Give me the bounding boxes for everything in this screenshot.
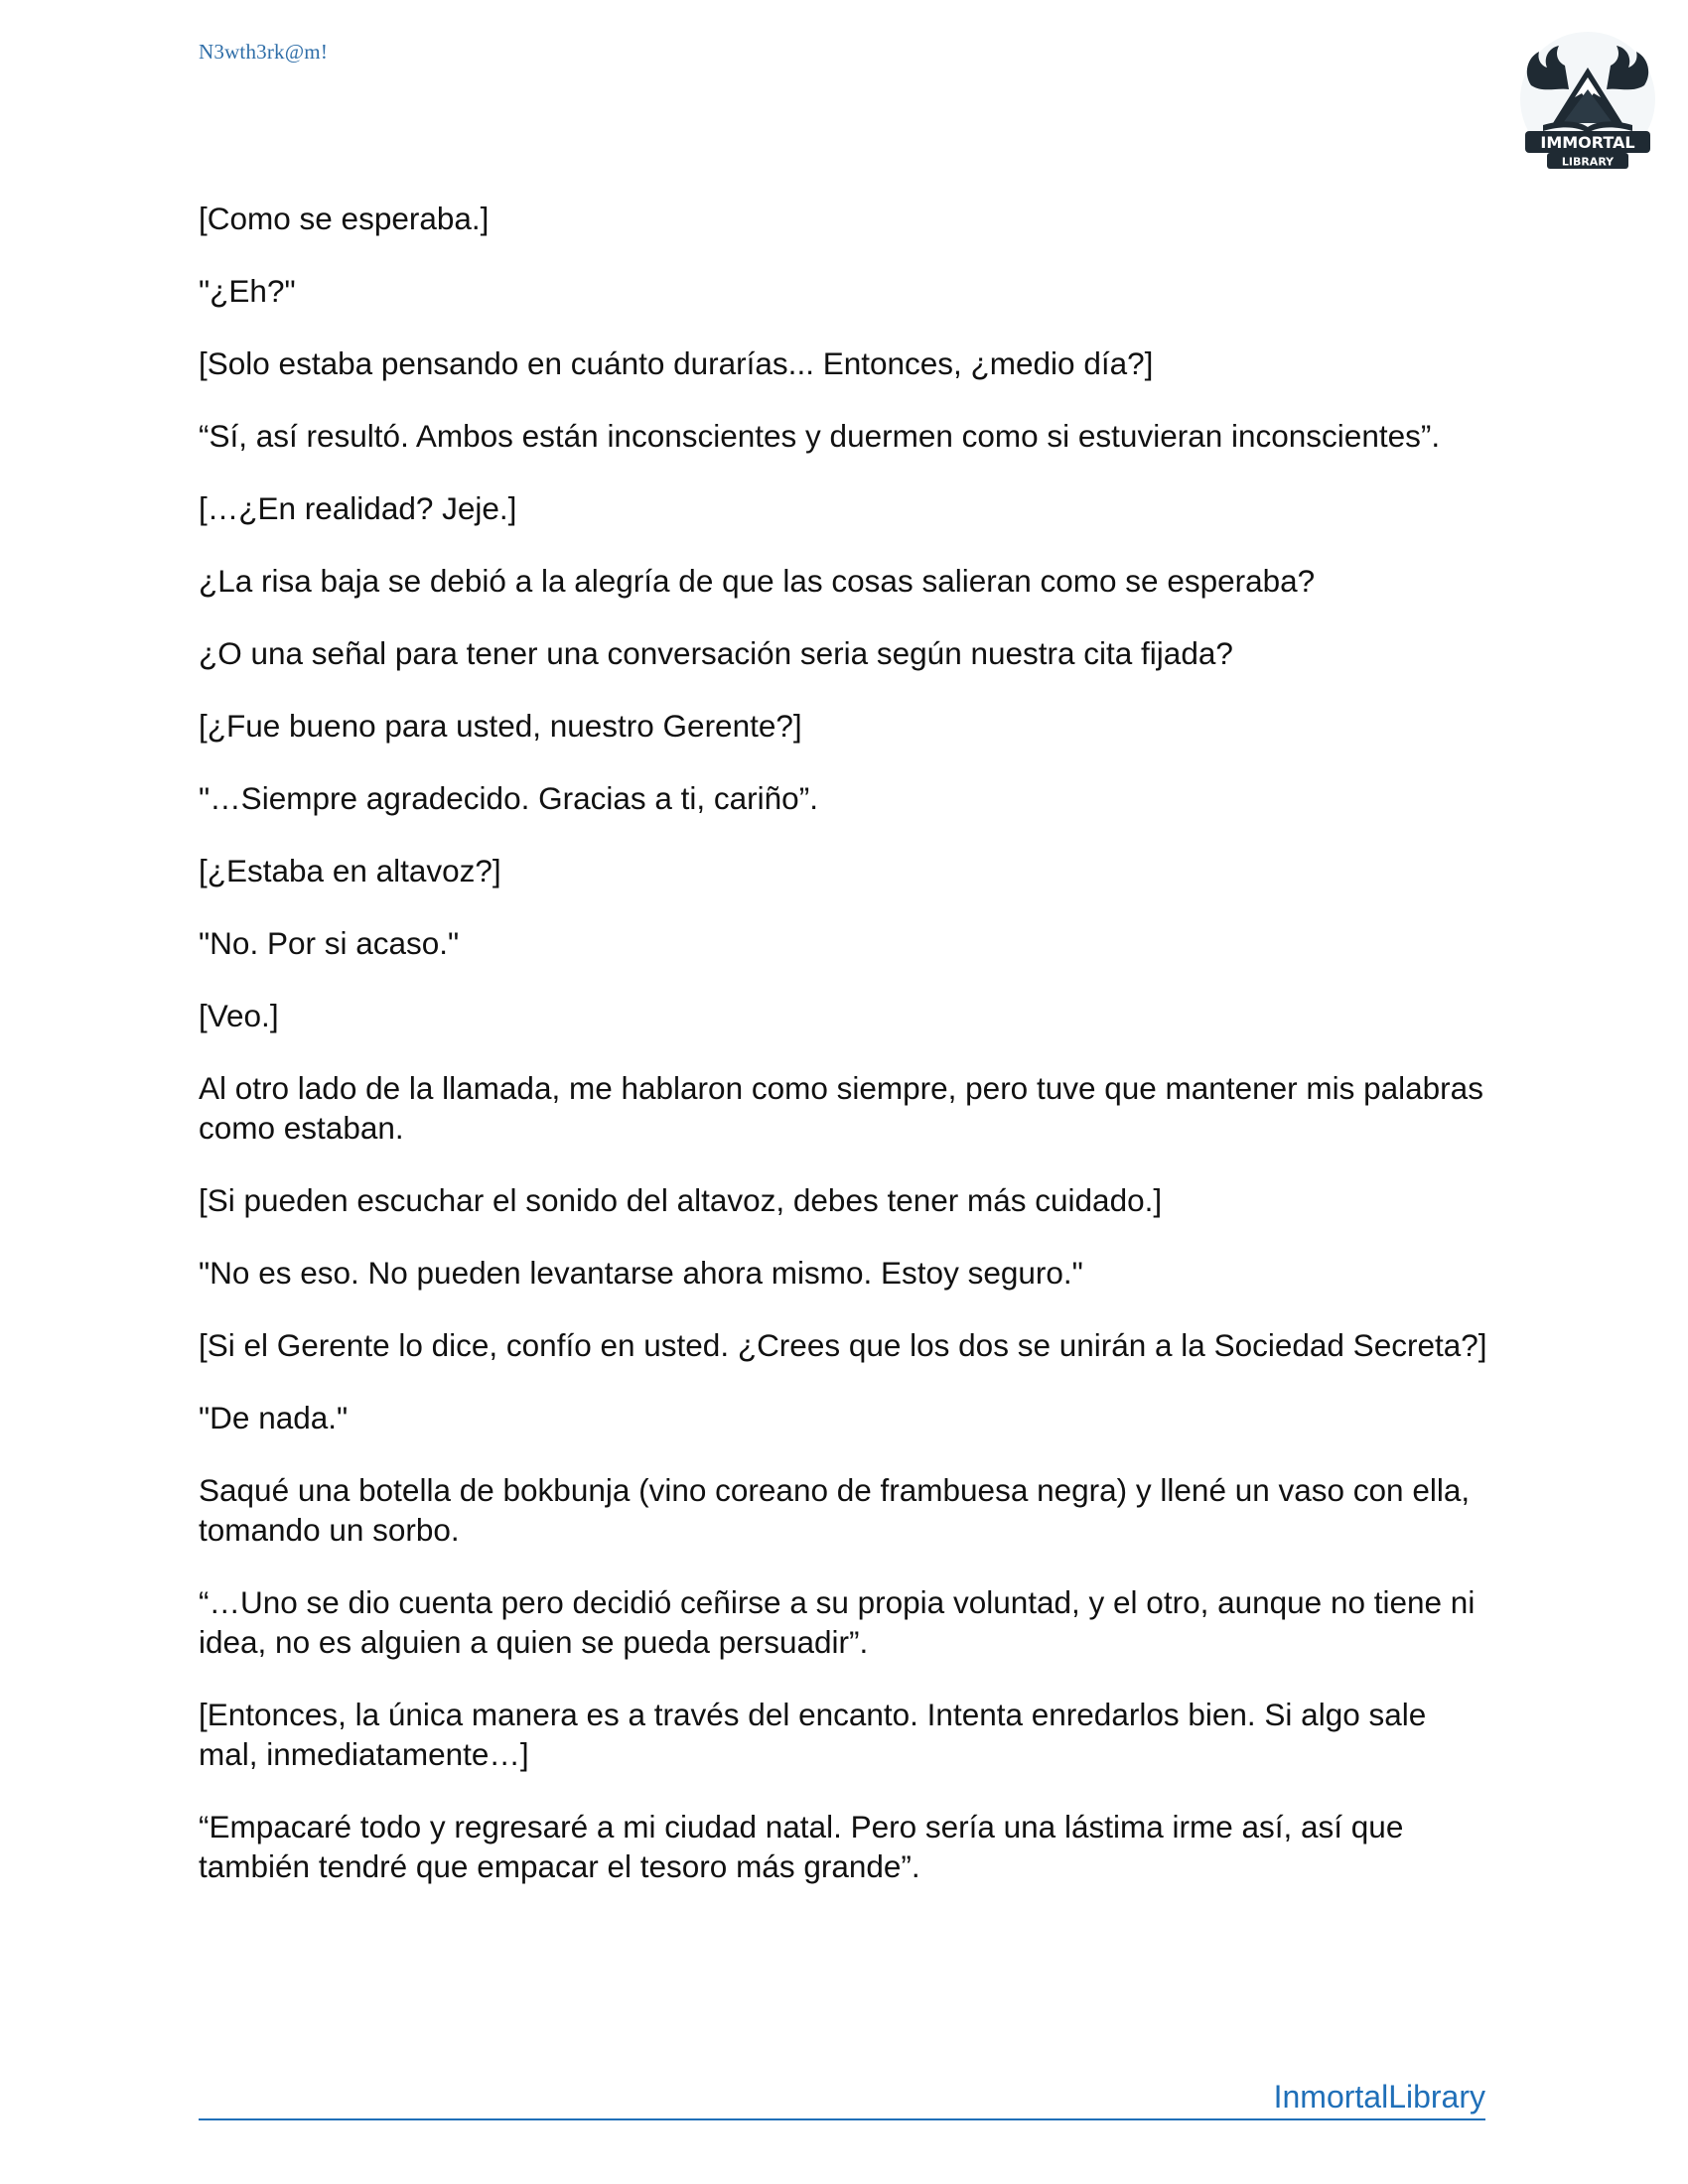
logo-text-bottom: LIBRARY	[1561, 155, 1615, 169]
paragraph: Saqué una botella de bokbunja (vino coreano de frambuesa negra) y llené un vaso con ella, tomando un sorbo.	[199, 1472, 1478, 1548]
paragraph: [¿Fue bueno para usted, nuestro Gerente?]	[199, 708, 802, 744]
paragraph: [Si pueden escuchar el sonido del altavoz, debes tener más cuidado.]	[199, 1182, 1163, 1218]
paragraph: "¿Eh?"	[199, 273, 296, 309]
logo-text-top: IMMORTAL	[1540, 133, 1635, 152]
paragraph: “Empacaré todo y regresaré a mi ciudad natal. Pero sería una lástima irme así, así que también tendré que empacar el tesoro más grande”.	[199, 1809, 1413, 1884]
paragraph: "De nada."	[199, 1400, 349, 1435]
paragraph: “…Uno se dio cuenta pero decidió ceñirse a su propia voluntad, y el otro, aunque no tiene ni idea, no es alguien a quien se pueda persuadir”.	[199, 1584, 1484, 1660]
paragraph: [Como se esperaba.]	[199, 201, 490, 236]
paragraph: ¿La risa baja se debió a la alegría de que las cosas salieran como se esperaba?	[199, 563, 1316, 599]
footer-link-inmortal-library[interactable]: InmortalLibrary	[1273, 2079, 1485, 2115]
immortal-library-logo	[1513, 28, 1662, 177]
paragraph: "No es eso. No pueden levantarse ahora mismo. Estoy seguro."	[199, 1255, 1083, 1291]
document-body	[199, 199, 1492, 1919]
footer-divider	[199, 2118, 1485, 2120]
paragraph: “Sí, así resultó. Ambos están inconscientes y duermen como si estuvieran inconscientes”.	[199, 418, 1441, 454]
paragraph: [¿Estaba en altavoz?]	[199, 853, 501, 888]
paragraph: "…Siempre agradecido. Gracias a ti, cariño”.	[199, 780, 818, 816]
paragraph: [Entonces, la única manera es a través del encanto. Intenta enredarlos bien. Si algo sale mal, inmediatamente…]	[199, 1697, 1436, 1772]
paragraph: [Solo estaba pensando en cuánto durarías... Entonces, ¿medio día?]	[199, 345, 1154, 381]
paragraph: [Veo.]	[199, 998, 279, 1033]
paragraph: ¿O una señal para tener una conversación seria según nuestra cita fijada?	[199, 635, 1233, 671]
paragraph: [Si el Gerente lo dice, confío en usted. ¿Crees que los dos se unirán a la Sociedad Secreta?]	[199, 1327, 1487, 1363]
paragraph: […¿En realidad? Jeje.]	[199, 490, 517, 526]
paragraph: "No. Por si acaso."	[199, 925, 460, 961]
header-watermark: N3wth3rk@m!	[199, 40, 329, 64]
paragraph: Al otro lado de la llamada, me hablaron como siempre, pero tuve que mantener mis palabras como estaban.	[199, 1070, 1492, 1146]
